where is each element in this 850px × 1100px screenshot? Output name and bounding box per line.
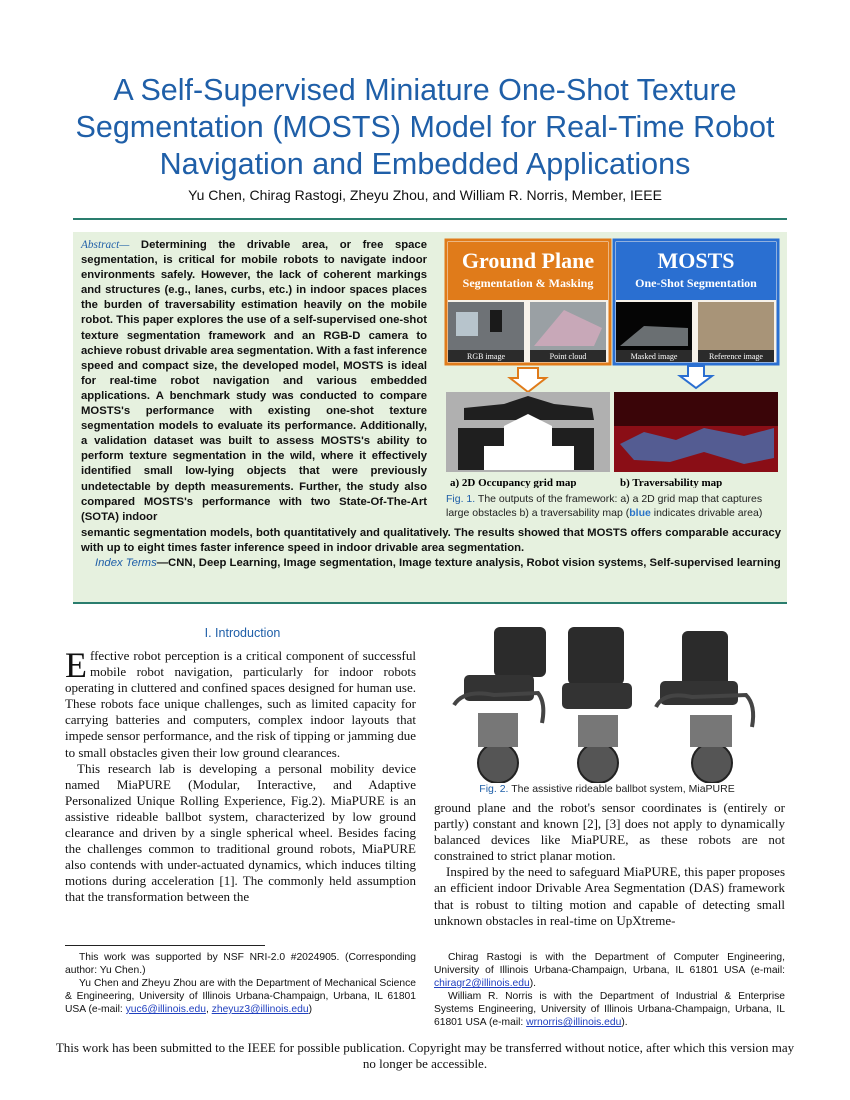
figure-2-caption [434, 783, 780, 797]
figure-2-miapure-photo [434, 623, 780, 783]
footnote-rastogi: Chirag Rastogi is with the Department of Computer Engineering, University of Illinois Urbana-Champaign, Urbana, IL 61801 USA (e-mail: chiragr2@illinois.edu). [434, 952, 785, 989]
intro-paragraph-2: This research lab is developing a personal mobility device named MiaPURE (Modular, Interactive, and Adaptive Personalized Unique Rolling Experience, Fig.2). MiaPURE is an assistive rideable ballbot system, characterized by low ground clearance and driven by a single spherical wheel. Besides facing the challenges common to traditional ground robots, MiaPURE also contends with under-actuated dynamics, which induces tilting motions during acceleration [1]. The commonly held assumption that the transformation between the [65, 760, 416, 905]
figure-1-caption-pre: The outputs of the framework: a) a 2D grid map that captures large obstacles b) a traversability map ( [446, 493, 763, 519]
title-divider [73, 218, 787, 220]
seat-back-2 [568, 627, 624, 685]
right-column [434, 800, 785, 929]
figure-1-number: Fig. 1. [446, 493, 476, 505]
masked-image-label: Masked image [630, 352, 678, 361]
ground-plane-subtitle: Segmentation & Masking [462, 276, 594, 290]
email-link-norris[interactable]: wrnorris@illinois.edu [526, 1017, 622, 1028]
footnote-norris: William R. Norris is with the Department of Industrial & Enterprise Systems Engineering, University of Illinois Urbana-Champaign, Urbana, IL 61801 USA (e-mail: wrnorris@illinois.edu). [434, 991, 785, 1028]
footnotes-left [65, 951, 416, 1016]
section-heading-introduction: I. Introduction [204, 626, 281, 640]
ball-wheel-3 [692, 743, 732, 783]
intro-paragraph-3: ground plane and the robot's sensor coordinates is (entirely or partly) constant and known [2], [3] does not apply to dynamically balanced devices like MiaPURE, as these robots are not constrained to strict planar motion. [434, 800, 785, 864]
email-link-zhou[interactable]: zheyuz3@illinois.edu [211, 1004, 309, 1015]
drop-cap: E [65, 645, 87, 685]
footnote-divider [65, 945, 265, 946]
index-terms-label: Index Terms [95, 557, 157, 569]
mosts-subtitle: One-Shot Segmentation [635, 276, 757, 290]
figure-1-framework-outputs [444, 238, 780, 488]
index-terms [81, 556, 781, 571]
footnote-chen-zhou: Yu Chen and Zheyu Zhou are with the Department of Mechanical Science & Engineering, University of Illinois Urbana-Champaign, Urbana, IL 61801 USA (e-mail: yuc6@illinois.edu, zheyuz3@illinois.edu) [65, 978, 416, 1015]
seat-back-1 [494, 627, 546, 677]
intro-paragraph-1: ffective robot perception is a critical component of successful mobile robot navigation, particularly for indoor robots operating in cluttered and confined spaces designed for human use. These robots face unique challenges, such as limited capacity for carrying batteries and computers, complex indoor layouts that impede sensor performance, and the risk of tipping or jamming due to small obstacles given their low ground clearances. [65, 648, 416, 760]
point-cloud-label: Point cloud [549, 352, 587, 361]
abstract-divider [73, 602, 787, 604]
author-list: Yu Chen, Chirag Rastogi, Zheyu Zhou, and William R. Norris, Member, IEEE [188, 187, 662, 203]
email-link-rastogi[interactable]: chiragr2@illinois.edu [434, 978, 530, 989]
ball-wheel-1 [478, 743, 518, 783]
intro-paragraph-4: Inspired by the need to safeguard MiaPURE, this paper proposes an efficient indoor Drivable Area Segmentation (DAS) framework that is robust to tilting motion and capable of detecting small unknown obstacles in real-time on UpXtreme- [434, 864, 785, 928]
paper-title: A Self-Supervised Miniature One-Shot Texture Segmentation (MOSTS) Model for Real-Time Robot Navigation and Embedded Applications [75, 73, 775, 181]
figure-2-caption-text: The assistive rideable ballbot system, MiaPURE [508, 783, 735, 795]
seat-back-3 [682, 631, 728, 687]
figure-2-number: Fig. 2. [479, 783, 509, 795]
panel-a-label: a) 2D Occupancy grid map [450, 477, 577, 488]
seat-1 [464, 675, 534, 701]
figure-1-caption [446, 493, 784, 520]
arrow-down-orange-icon [510, 368, 546, 392]
ball-wheel-2 [578, 743, 618, 783]
abstract-body-part1: Determining the drivable area, or free space segmentation, is critical for mobile robots to navigate indoor environments safely. However, the lack of coherent markings and structures (e.g., lanes, curbs, etc.) in indoor spaces places the burden of traversability estimation heavily on the mobile robot. This paper explores the use of a self-supervised one-shot texture segmentation framework and an RGB-D camera to achieve robust drivable area segmentation. With a fast inference speed and compact size, the developed model, MOSTS is ideal for real-time robot navigation and various embedded applications. A benchmark study was conducted to compare MOSTS's performance with existing one-shot texture segmentation models to evaluate its performance. Additionally, a validation dataset was built to assess MOSTS's ability to perform texture segmentation in the wild, where it effectively identified small low-lying objects that were previously undetectable by depth measurements. Further, the study also compared MOSTS's performance with two State-Of-The-Art (SOTA) indoor [81, 239, 427, 523]
mosts-title: MOSTS [657, 248, 735, 273]
arrow-down-blue-icon [680, 366, 712, 388]
seat-3 [660, 681, 738, 705]
submission-notice: This work has been submitted to the IEEE for possible publication. Copyright may be transferred without notice, after which this version may no longer be accessible. [55, 1040, 795, 1071]
abstract-label: Abstract— [81, 239, 130, 251]
email-link-chen[interactable]: yuc6@illinois.edu [125, 1004, 206, 1015]
index-terms-list: —CNN, Deep Learning, Image segmentation, Image texture analysis, Robot vision systems, Self-supervised learning [156, 557, 781, 569]
rgb-image-label: RGB image [467, 352, 505, 361]
panel-b-label: b) Traversability map [620, 477, 723, 488]
figure-1-caption-post: indicates drivable area) [650, 506, 763, 519]
seat-2 [562, 683, 632, 709]
ground-plane-title: Ground Plane [461, 248, 595, 273]
reference-image-thumb [698, 302, 774, 350]
footnotes-right [434, 951, 785, 1029]
abstract-text [81, 238, 427, 525]
reference-image-label: Reference image [709, 352, 763, 361]
figure-1-caption-blue: blue [629, 506, 651, 519]
left-column [65, 645, 416, 906]
abstract-body-part2: semantic segmentation models, both quantitatively and qualitatively. The results showed that MOSTS offers comparable accuracy with up to eight times faster inference speed in indoor drivable area segmentation. [81, 527, 781, 555]
footnote-support: This work was supported by NSF NRI-2.0 #2024905. (Corresponding author: Yu Chen.) [65, 952, 416, 976]
